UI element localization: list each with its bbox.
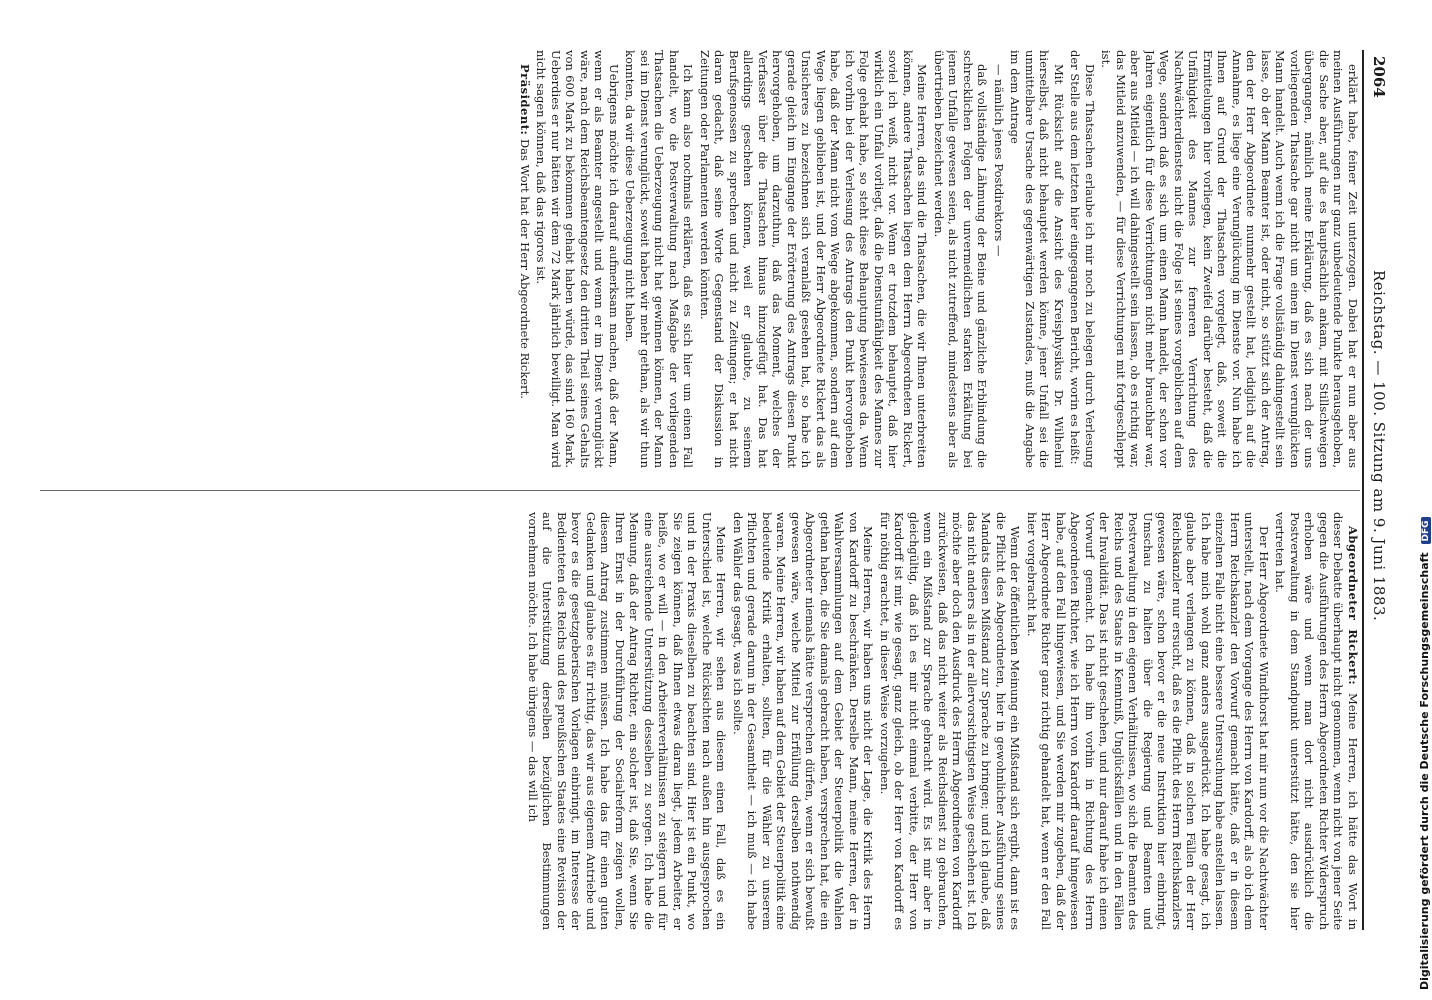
session-title: Reichstag. — 100. Sitzung am 9. Juni 1883. bbox=[1370, 270, 1388, 622]
column-divider bbox=[40, 490, 1360, 491]
paragraph-text: Wenn der öffentlichen Meinung ein Mißstand sich ergibt, dann ist es die Pflicht des Abgeordneten, hier in gewohnlicher Ausführung seines Mandats diesen Mißstand zur Sprache zu bringen; und ich glaube, daß das nicht anders als in der allervorsichtigsten Weise geschehen ist. Ich möchte aber doch den Ausdruck des Herrn Abgeordneten von Kardorff zurückweisen, daß das nicht weiter als Reichsdienst zu gebrauchen, wenn ein Mißstand zur Sprache gebracht wird. Es ist mir aber in gleichgültig, daß ich es mir nicht einmal verbitte, der Herr von Kardorff ist mir, wie gesagt, ganz gleich, ob der Herr von Kardorff es für nöthig erachtet, in dieser Weise vorzugehen. bbox=[878, 512, 1023, 930]
paragraph-text: daß vollständige Lähmung der Beine und gänzliche Erblindung die schrecklichen Folgen der unvermeidlichen starken Erkältung bei jenem Unfalle gewesen seien, als nicht zutreffend, mindestens aber als übertrieben bezeichnet werden. bbox=[932, 50, 990, 468]
funding-credit bbox=[1418, 517, 1431, 990]
paragraph-text: Meine Herren, wir sehen aus diesem einen Fall, daß es ein Unterschied ist, welche Rücksichten nach außen hin ausgesprochen und in der Praxis dieselben zu beachten sind. Hier ist ein Punkt, wo Sie zeigen können, daß Ihnen etwas daran liegt, jedem Arbeiter, er heiße, wo er will — in den Arbeiterverhältnissen zu steigern und für eine ausreichende Unterstützung desselben zu sorgen. Ich habe die Meinung, daß der Antrag Richter, ein solcher ist, daß Sie, wenn Sie Ihren Ernst in der Durchführung der Socialreform zeigen wollen, diesem Antrag zustimmen müssen. Ich habe das für einen guten Gedanken und glaube es für richtig, das wir aus eigenem Antriebe und bevor es die gesetzgeberischen Vorlagen einbringt, im Interesse der Bedienteten des Reichs und des preußischen Staates eine Revision der auf die Unterstützung derselben bezüglichen Bestimmungen vornehmen möchte. Ich habe übrigens — das will ich bbox=[526, 512, 729, 930]
paragraph-text: Meine Herren, das sind die Thatsachen, die wir Ihnen unterbreiten können, andere Thatsachen liegen dem Herrn Abgeordneten Rickert, soviel ich weiß, nicht vor. Wenn er trotzdem behauptet, daß hier wirklich ein Unfall vorliegt, daß die Dienstunfähigkeit des Mannes zur Folge gehabt habe, so steht diese Behauptung bewiesenes da. Wenn ich vorhin bei der Verlesung des Antrags den Punkt hervorgehoben habe, daß der Mann nicht vom Wege abgekommen, sondern auf dem Wege liegen geblieben ist, und der Herr Abgeordnete Rickert das als Unsicheres zu bezeichnen sich veranlaßt gesehen hat, so habe ich gerade gleich im Eingange der Erörterung des Antrags diesen Punkt hervorgehoben, um darzuthun, daß das Moment, welches der Verfasser über die Thatsachen hinaus hinzugefügt hat. Das hat allerdings geschehen können, weil er glaubte, zu seinem Berufsgenossen zu sprechen und nicht zu Zeitungen; er hat nicht daran gedacht, daß seine Worte Gegenstand der Diskussion in Zeitungen oder Parlamenten werden könnten. bbox=[698, 50, 930, 468]
paragraph bbox=[992, 50, 1007, 468]
rotated-page bbox=[24, 50, 1396, 930]
paragraph-text: Meine Herren, wir haben uns nicht der Lage, die Kritik des Herrn von Kardorff zu beschränken. Derselbe Mann, meine Herren, der in Wahlversammlungen auf dem Gebiet der Steuerpolitik die Wahlen gethan haben, die Sie damals gebracht haben, versprechen hat, die ein Abgeordneter niemals hätte versprechen dürfen, wenn er sich bewußt gewesen wäre, welche Mittel zur Erfüllung derselben nothwendig waren. Meine Herren, wir haben auf dem Gebiet der Steuerpolitik eine bedeutende Kritik erhalten, sollten, für die Wähler zu unserem Pflichten und gerade darum in der Gesamtheit — ich muß — ich habe den Wähler das gesagt, was ich sollte. bbox=[731, 512, 876, 930]
paragraph bbox=[1273, 512, 1360, 930]
paragraph bbox=[878, 512, 1023, 930]
speaker-name: Präsident: bbox=[518, 64, 532, 136]
paragraph bbox=[1068, 50, 1097, 468]
paragraph bbox=[518, 50, 533, 468]
paragraph bbox=[731, 512, 876, 930]
paragraph bbox=[1099, 50, 1360, 468]
dfg-logo: DFG bbox=[1421, 517, 1431, 544]
paragraph bbox=[932, 50, 990, 468]
paragraph-text: Uebrigens möchte ich darauf aufmerksam machen, daß der Mann, wenn er als Beamter angestellt und wenn er im Dienst verunglückt wäre, nach dem Reichsbeamtengesetz den dritten Theil seines Gehalts von 600 Mark zu bekommen gehabt haben würde, das sind 160 Mark. Ueberdies er nur hätten wir dem 72 Mark jährlich bewilligt. Man wird nicht sagen können, daß das rigoros ist. bbox=[534, 50, 621, 468]
right-column bbox=[40, 512, 1360, 930]
credit-text: Digitalisierung gefördert durch die Deutsche Forschungsgemeinschaft bbox=[1418, 552, 1431, 990]
paragraph-text: Diese Thatsachen erlaube ich mir noch zu belegen durch Verlesung der Stelle aus dem letzten hier eingegangenen Bericht, worin es heißt: bbox=[1068, 50, 1097, 468]
paragraph bbox=[526, 512, 729, 930]
header-rule bbox=[1362, 50, 1364, 930]
paragraph-text: erklärt habe, feiner Zeit unterzogen. Dabei hat er nun aber aus meinen Ausführungen nur ganz unbedeutende Punkte herausgehoben, die Sache aber, auf die es hauptsächlich ankam, mit Stillschweigen übergangen, nämlich meine Erklärung, daß es sich nach der uns vorliegenden Thatsache gar nicht um einen im Dienst verunglückten Mann handelt. Auch wenn ich die Frage vollständig dahingestellt sein lasse, ob der Mann Beamter ist, oder nicht, so stützt sich der Antrag, den der Herr Abgeordnete nunmehr gestellt hat, lediglich auf die Annahme, es liege eine Verunglückung im Dienste vor. Nun habe ich Ihnen auf Grund der Thatsachen vorgelegt, daß, soweit die Ermittelungen hier vorliegen, kein Zweifel darüber besteht, daß die Unfähigkeit des Mannes zur ferneren Verrichtung des Nachtwächterdienstes nicht die Folge ist seines vorgeblichen auf dem Wege, sondern daß es sich um einen Mann handelt, der schon vor Jahren eigentlich für diese Verrichtungen nicht mehr brauchbar war, aber aus Mitleid — ich will dahingestellt sein lassen, ob es richtig war, das Mitleid anzuwenden, — für diese Verrichtungen mit fortgeschleppt ist. bbox=[1099, 50, 1360, 468]
paragraph bbox=[698, 50, 930, 468]
paragraph-text: Meine Herren, ich hätte das Wort in dieser Debatte überhaupt nicht genommen, wenn nicht von jener Seite gegen die Ausführungen des Herrn Abgeordneten Richter Widerspruch erhoben wäre und wenn man dort nicht ausdrücklich die Postverwaltung in dem Standpunkt unterstützt hätte, den sie hier vertreten hat. bbox=[1273, 512, 1360, 930]
left-column bbox=[40, 50, 1360, 468]
digitization-sidebar bbox=[1398, 0, 1432, 1000]
paragraph bbox=[1008, 50, 1066, 468]
page-header bbox=[1364, 50, 1388, 930]
paragraph-text: Das Wort hat der Herr Abgeordnete Rickert. bbox=[518, 138, 532, 399]
paragraph-text: Mit Rücksicht auf die Ansicht des Kreisphysikus Dr. Wilhelmi hierselbst, daß nicht behauptet werden könne, jener Unfall sei die unmittelbare Ursache des gegenwärtigen Zustandes, muß die Angabe im dem Antrage bbox=[1008, 50, 1066, 468]
paragraph bbox=[1025, 512, 1272, 930]
paragraph-text: Ich kann also nochmals erklären, daß es sich hier um einen Fall handelt, wo die Postverwaltung nach Maßgabe der vorliegenden Thatsachen die Ueberzeugung nicht hat gewinnen können, der Mann sei im Dienst verunglückt, soweit haben wir mehr gethan, als wir thun konnten, da wir diese Ueberzeugung nicht haben. bbox=[623, 50, 696, 468]
paragraph-text: — nämlich jenes Postdirektors — bbox=[992, 64, 1006, 257]
paragraph-text: Der Herr Abgeordnete Windthorst hat mir nun vor die Nachtwächter unterstellt, nach dem Vorgange des Herrn von Kardorff, als ob ich dem Herrn Reichskanzler den Vorwurf gemacht hätte, daß er in diesem einzelnen Falle nicht eine bessere Untersuchung habe anstellen lassen. Ich habe mich wohl ganz anders ausgedrückt. Ich habe gesagt, ich glaube aber verlangen zu können, daß in solchen Fällen der Herr Reichskanzler nur ersucht, daß es die Pflicht des Herrn Reichskanzlers gewesen wäre, schon bevor er die neue Instruktion hier einbringt, Umschau zu halten über die Regierung und Beamten und Postverwaltung in den eigenen Verhältnissen, wo sich die Beamten des Reichs und des Staats in Kenntniß, Unglücksfällen und in den Fällen der Invalidität. Das ist nicht geschehen, und nur darauf habe ich einen Vorwurf gemacht. Ich habe ihn vorhin in Richtung des Herrn Abgeordneten Richter, wie ich Herrn von Kardorff darauf hingewiesen habe, auf den Fall hingewiesen, und Sie werden mir zugeben, daß der Herr Abgeordnete Richter ganz richtig gehandelt hat, wenn er den Fall hier vorgebracht hat. bbox=[1025, 512, 1271, 930]
paragraph bbox=[623, 50, 696, 468]
speaker-name: Abgeordneter Rickert: bbox=[1346, 526, 1360, 686]
paragraph bbox=[534, 50, 621, 468]
page-number: 2064 bbox=[1370, 56, 1388, 98]
